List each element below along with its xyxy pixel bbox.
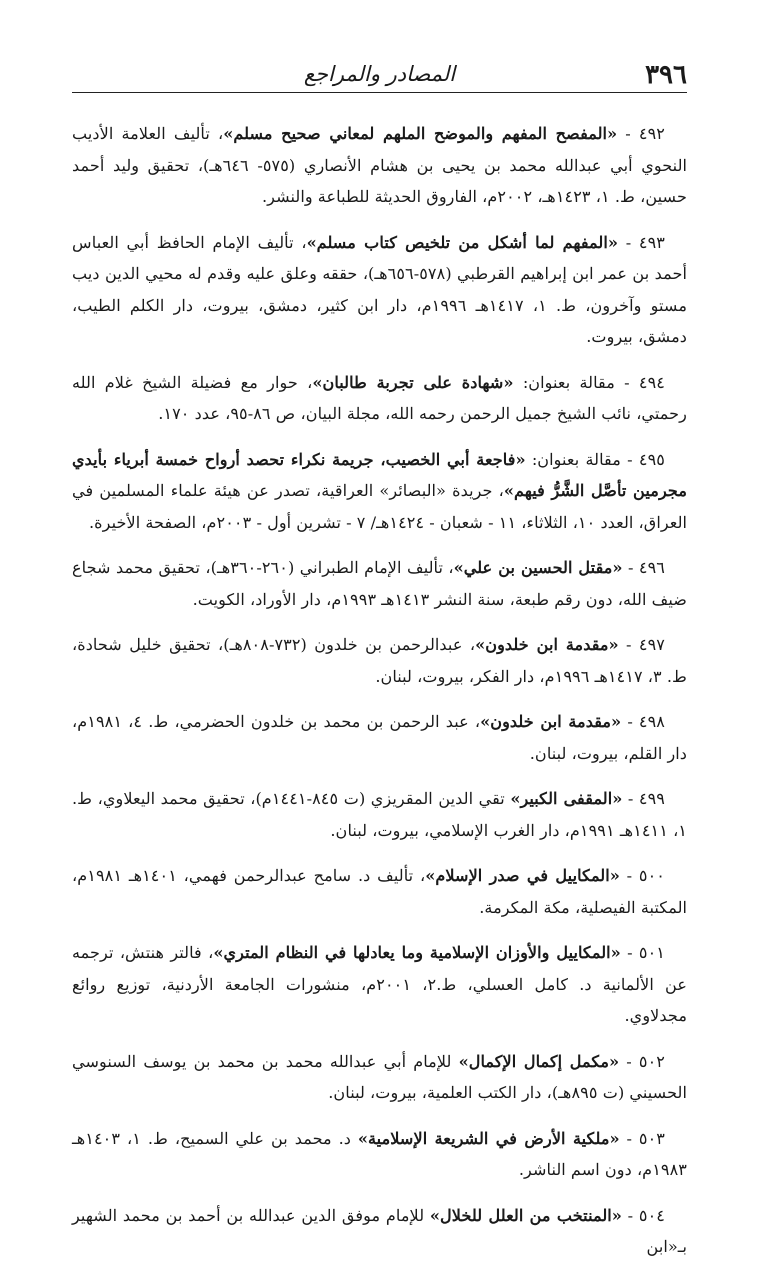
bibliography-entry xyxy=(72,706,687,769)
running-title: المصادر والمراجع xyxy=(303,62,456,86)
entry-details: تقي الدين المقريزي (ت ٨٤٥-١٤٤١م)، تحقيق محمد اليعلاوي، ط. ١، ١٤١١هـ ١٩٩١م، دار الغرب الإسلامي، بيروت، لبنان. xyxy=(72,789,687,840)
page-header xyxy=(72,58,687,93)
entry-number: ٥٠١ - xyxy=(620,943,666,962)
bibliography-entry xyxy=(72,444,687,539)
bibliography-entry xyxy=(72,1200,687,1263)
entry-title: «المكاييل في صدر الإسلام» xyxy=(425,866,620,885)
entry-number: ٤٩٦ - xyxy=(622,558,665,577)
bibliography-list xyxy=(72,118,687,1277)
bibliography-entry xyxy=(72,937,687,1032)
bibliography-entry xyxy=(72,1123,687,1186)
entry-title: «ملكية الأرض في الشريعة الإسلامية» xyxy=(357,1128,620,1148)
entry-title: «المفهم لما أشكل من تلخيص كتاب مسلم» xyxy=(306,232,618,252)
entry-details: ، عبدالرحمن بن خلدون (٧٣٢-٨٠٨هـ)، تحقيق خليل شحادة، ط. ٣، ١٤١٧هـ ١٩٩٦م، دار الفكر، بيروت، لبنان. xyxy=(72,635,687,686)
entry-number: ٤٩٤ - مقالة بعنوان: xyxy=(513,372,665,392)
entry-details: ، حوار مع فضيلة الشيخ غلام الله رحمتي، نائب الشيخ جميل الرحمن رحمه الله، مجلة البيان، ص ٨٦-٩٥، عدد ١٧٠. xyxy=(72,372,687,423)
entry-details: ، جريدة «البصائر» العراقية، تصدر عن هيئة علماء المسلمين في العراق، العدد ١٠، الثلاثاء، ١١ - شعبان - ١٤٢٤هـ/ ٧ - تشرين أول - ٢٠٠٣م، الصفحة الأخيرة. xyxy=(72,481,687,532)
entry-number: ٥٠٤ - xyxy=(621,1205,665,1225)
bibliography-entry xyxy=(72,227,687,353)
entry-title: «المقفى الكبير» xyxy=(510,789,623,808)
entry-details: د. محمد بن علي السميح، ط. ١، ١٤٠٣هـ ١٩٨٣م، دون اسم الناشر. xyxy=(72,1128,687,1179)
bibliography-entry xyxy=(72,367,687,430)
entry-title: «المفصح المفهم والموضح الملهم لمعاني صحيح مسلم» xyxy=(223,124,618,143)
entry-title: «مقدمة ابن خلدون» xyxy=(480,712,622,731)
entry-details: ، فالتر هنتش، ترجمه عن الألمانية د. كامل العسلي، ط.٢، ٢٠٠١م، منشورات الجامعة الأردنية، توزيع روائع مجدلاوي. xyxy=(72,943,688,1025)
entry-number: ٥٠٠ - xyxy=(619,866,666,885)
entry-title: «المكاييل والأوزان الإسلامية وما يعادلها في النظام المتري» xyxy=(213,943,621,962)
bibliography-entry xyxy=(72,629,687,692)
entry-number: ٥٠٣ - xyxy=(619,1128,666,1148)
bibliography-entry xyxy=(72,552,687,615)
entry-number: ٥٠٢ - xyxy=(619,1051,666,1071)
entry-details: للإمام موفق الدين عبدالله بن أحمد بن محمد الشهير بـ«ابن xyxy=(72,1205,687,1256)
entry-number: ٤٩٥ - مقالة بعنوان: xyxy=(525,449,665,469)
entry-title: «مكمل إكمال الإكمال» xyxy=(458,1051,620,1071)
bibliography-entry xyxy=(72,860,687,923)
entry-title: «شهادة على تجربة طالبان» xyxy=(312,372,514,392)
entry-number: ٤٩٩ - xyxy=(622,789,665,808)
entry-details: ، تأليف الإمام الحافظ أبي العباس أحمد بن عمر ابن إبراهيم القرطبي (٥٧٨-٦٥٦هـ)، حققه وعلق عليه وقدم له محيي الدين ديب مستو وآخرون، ط. ١، ١٤١٧هـ ١٩٩٦م، دار ابن كثير، دمشق، بيروت، دار الكلم الطيب، دمشق، بيروت. xyxy=(72,232,688,346)
bibliography-entry xyxy=(72,783,687,846)
entry-number: ٤٩٨ - xyxy=(621,712,666,731)
entry-title: «المنتخب من العلل للخلال» xyxy=(429,1205,622,1225)
entry-title: «فاجعة أبي الخصيب، جريمة نكراء تحصد أرواح خمسة أبرياء بأيدي مجرمين تأصَّل الشَّرُّ فيهم» xyxy=(72,449,687,500)
bibliography-entry xyxy=(72,118,687,213)
entry-number: ٤٩٧ - xyxy=(618,635,665,654)
entry-details: للإمام أبي عبدالله محمد بن محمد بن يوسف السنوسي الحسيني (ت ٨٩٥هـ)، دار الكتب العلمية، بيروت، لبنان. xyxy=(72,1051,687,1102)
entry-details: ، تأليف الإمام الطبراني (٢٦٠-٣٦٠هـ)، تحقيق محمد شجاع ضيف الله، دون رقم طبعة، سنة النشر ١٤١٣هـ ١٩٩٣م، دار الأوراد، الكويت. xyxy=(72,558,687,609)
entry-details: ، عبد الرحمن بن محمد بن خلدون الحضرمي، ط. ٤، ١٩٨١م، دار القلم، بيروت، لبنان. xyxy=(72,712,687,763)
page-number: ٣٩٦ xyxy=(645,60,687,90)
entry-number: ٤٩٣ - xyxy=(617,232,666,252)
entry-number: ٤٩٢ - xyxy=(617,124,665,143)
entry-title: «مقتل الحسين بن علي» xyxy=(453,558,623,577)
entry-title: «مقدمة ابن خلدون» xyxy=(475,635,619,654)
entry-details: ، تأليف د. سامح عبدالرحمن فهمي، ١٤٠١هـ ١٩٨١م، المكتبة الفيصلية، مكة المكرمة. xyxy=(72,866,687,917)
entry-details: ، تأليف العلامة الأديب النحوي أبي عبدالله محمد بن يحيى بن هشام الأنصاري (٥٧٥- ٦٤٦هـ)، تحقيق وليد أحمد حسين، ط. ١، ١٤٢٣هـ، ٢٠٠٢م، الفاروق الحديثة للطباعة والنشر. xyxy=(72,124,687,206)
bibliography-entry xyxy=(72,1046,687,1109)
